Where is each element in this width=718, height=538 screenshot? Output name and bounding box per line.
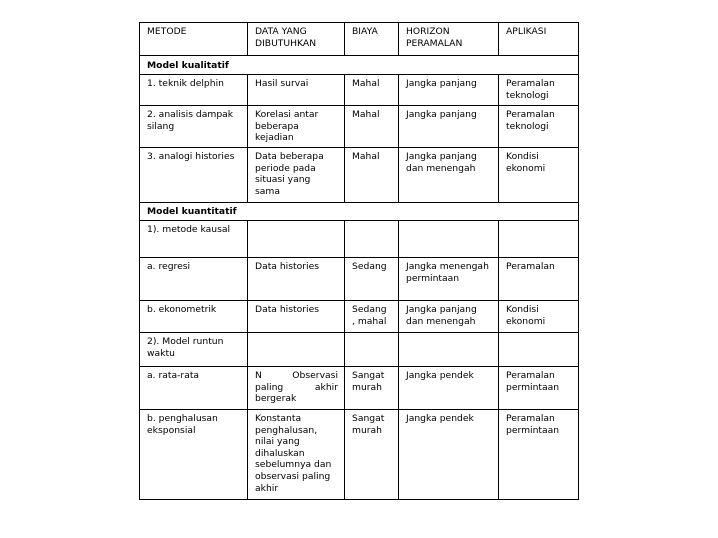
cell-aplikasi: Kondisi ekonomi — [499, 148, 579, 203]
header-data: DATA YANG DIBUTUHKAN — [248, 23, 345, 56]
cell-biaya: Sedang — [345, 258, 399, 301]
empty-cell — [248, 333, 345, 367]
cell-metode: 3. analogi histories — [140, 148, 248, 203]
cell-data: Konstanta penghalusan, nilai yang dihaluskan sebelumnya dan observasi paling akhir — [248, 410, 345, 500]
header-metode: METODE — [140, 23, 248, 56]
cell-data: Data histories — [248, 258, 345, 301]
cell-metode: a. rata-rata — [140, 367, 248, 410]
section-row-kualitatif — [140, 56, 579, 75]
table-row — [140, 301, 579, 333]
header-aplikasi: APLIKASI — [499, 23, 579, 56]
header-biaya: BIAYA — [345, 23, 399, 56]
section-kualitatif: Model kualitatif — [140, 56, 579, 75]
cell-aplikasi: Peramalan teknologi — [499, 75, 579, 106]
table-row — [140, 258, 579, 301]
cell-aplikasi: Peramalan permintaan — [499, 367, 579, 410]
table-row — [140, 148, 579, 203]
subsection-row-runtun — [140, 333, 579, 367]
section-kuantitatif: Model kuantitatif — [140, 203, 579, 221]
empty-cell — [345, 333, 399, 367]
cell-data: Data histories — [248, 301, 345, 333]
cell-biaya: Mahal — [345, 75, 399, 106]
cell-horizon: Jangka panjang — [399, 75, 499, 106]
cell-horizon: Jangka panjang dan menengah — [399, 148, 499, 203]
cell-biaya: Sedang , mahal — [345, 301, 399, 333]
section-row-kuantitatif — [140, 203, 579, 221]
cell-biaya: Mahal — [345, 148, 399, 203]
empty-cell — [399, 221, 499, 258]
cell-horizon: Jangka panjang dan menengah — [399, 301, 499, 333]
cell-metode: a. regresi — [140, 258, 248, 301]
cell-horizon: Jangka menengah permintaan — [399, 258, 499, 301]
empty-cell — [399, 333, 499, 367]
cell-data: N Observasi paling akhir bergerak — [248, 367, 345, 410]
cell-data: Korelasi antar beberapa kejadian — [248, 106, 345, 148]
cell-metode: b. penghalusan eksponsial — [140, 410, 248, 500]
subsection-runtun: 2). Model runtun waktu — [140, 333, 248, 367]
cell-biaya: Sangat murah — [345, 367, 399, 410]
cell-horizon: Jangka pendek — [399, 367, 499, 410]
table-header-row — [140, 23, 579, 56]
cell-data: Data beberapa periode pada situasi yang sama — [248, 148, 345, 203]
table-row — [140, 410, 579, 500]
cell-aplikasi: Peramalan — [499, 258, 579, 301]
empty-cell — [499, 221, 579, 258]
table-row — [140, 106, 579, 148]
cell-horizon: Jangka panjang — [399, 106, 499, 148]
cell-data: Hasil survai — [248, 75, 345, 106]
cell-aplikasi: Peramalan teknologi — [499, 106, 579, 148]
cell-horizon: Jangka pendek — [399, 410, 499, 500]
cell-metode: 1. teknik delphin — [140, 75, 248, 106]
cell-aplikasi: Peramalan permintaan — [499, 410, 579, 500]
empty-cell — [345, 221, 399, 258]
subsection-kausal: 1). metode kausal — [140, 221, 248, 258]
forecasting-methods-table — [139, 22, 579, 500]
cell-aplikasi: Kondisi ekonomi — [499, 301, 579, 333]
subsection-row-kausal — [140, 221, 579, 258]
table-row — [140, 75, 579, 106]
cell-biaya: Sangat murah — [345, 410, 399, 500]
empty-cell — [499, 333, 579, 367]
cell-metode: b. ekonometrik — [140, 301, 248, 333]
cell-metode: 2. analisis dampak silang — [140, 106, 248, 148]
table-row — [140, 367, 579, 410]
cell-biaya: Mahal — [345, 106, 399, 148]
empty-cell — [248, 221, 345, 258]
header-horizon: HORIZON PERAMALAN — [399, 23, 499, 56]
